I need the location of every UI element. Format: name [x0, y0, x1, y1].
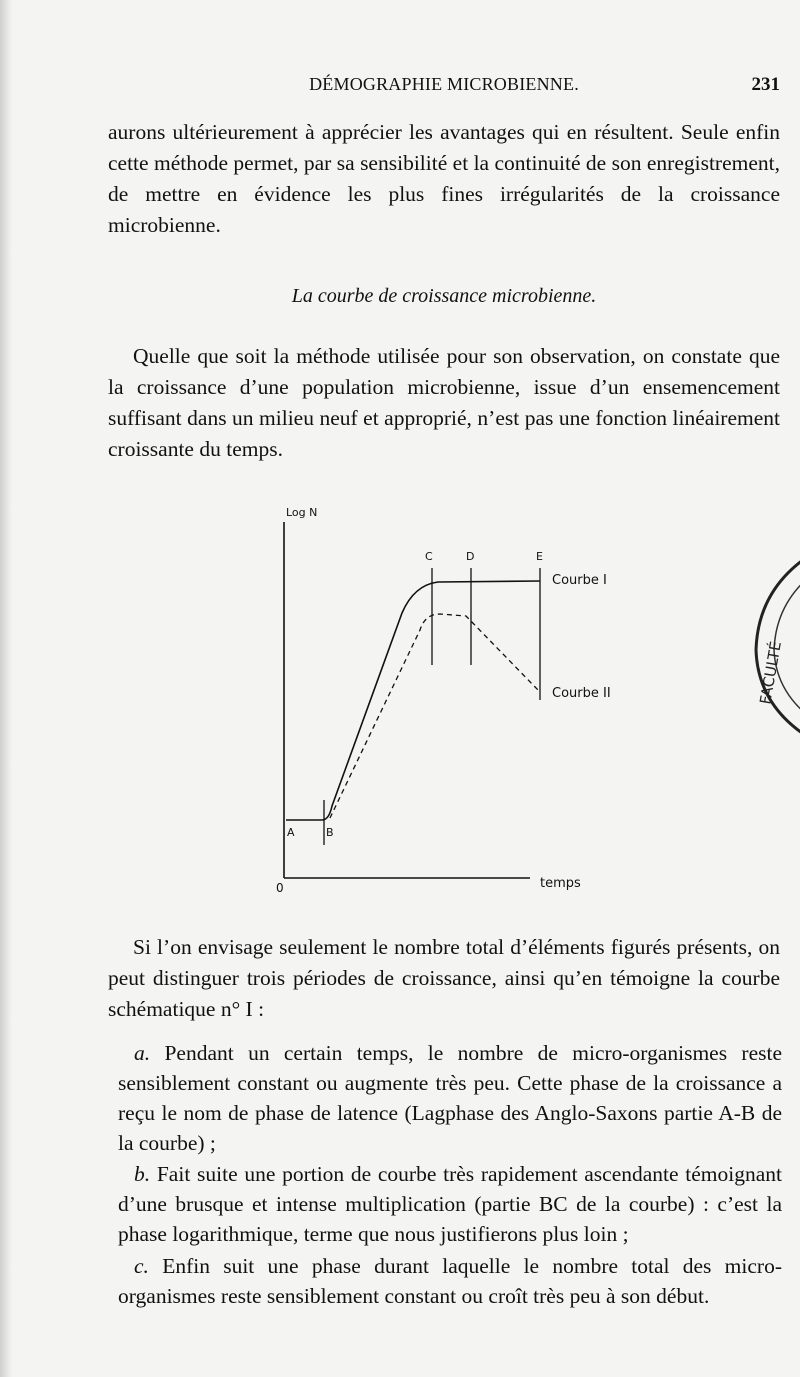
curve-1 [286, 581, 540, 820]
paragraph-intro: Quelle que soit la méthode utilisée pour son observation, on constate que la croissance d’une population microbienne, issue d’un ensemencement suffisant dans un milieu neuf et approprié, n’est pas une fonction linéairement croissante du temps. [108, 344, 780, 461]
x-axis-label: temps [540, 876, 581, 891]
curve-2-label: Courbe II [552, 686, 611, 701]
curve-2 [330, 614, 538, 818]
list-item-a [118, 1038, 782, 1158]
list-item-b-text: Fait suite une portion de courbe très rapidement ascendante témoignant d’une brusque et intense multiplication (partie BC de la courbe) : c’est la phase logarithmique, terme que nous justifierons plus loin ; [118, 1162, 783, 1246]
paragraph-periods: Si l’on envisage seulement le nombre total d’éléments figurés présents, on peut distinguer trois périodes de croissance, ainsi qu’en témoigne la courbe schématique n° I : [108, 935, 780, 1021]
page-number: 231 [751, 74, 780, 95]
library-stamp [748, 545, 800, 745]
section-title: La courbe de croissance microbienne. [291, 285, 597, 307]
list-item-c-text: Enfin suit une phase durant laquelle le nombre total des micro-organismes reste sensiblement constant ou croît très peu à son début. [118, 1254, 782, 1308]
list-item-a-text: Pendant un certain temps, le nombre de micro-organismes reste sensiblement constant ou augmente très peu. Cette phase de la croissance a reçu le nom de phase de latence (Lagphase des Anglo-Saxons partie A-B de la courbe) ; [118, 1041, 783, 1155]
running-head-title: DÉMOGRAPHIE MICROBIENNE. [309, 74, 579, 94]
list-item-c-label: c. [134, 1254, 149, 1278]
label-a: A [287, 826, 295, 839]
list-item-c [118, 1251, 782, 1311]
label-e: E [536, 550, 543, 563]
list-item-b-label: b. [134, 1162, 151, 1186]
origin-label: 0 [276, 881, 284, 895]
running-head [108, 74, 780, 104]
paragraph-continuation: aurons ultérieurement à apprécier les avantages qui en résultent. Seule enfin cette méthode permet, par sa sensibilité et la continuité de son enregistrement, de mettre en évidence les plus fines irrégularités de la croissance microbienne. [108, 120, 780, 237]
curve-1-label: Courbe I [552, 573, 607, 588]
label-b: B [326, 826, 334, 839]
growth-curve-svg [0, 490, 800, 910]
growth-curve-figure [0, 490, 800, 910]
svg-text:FACULTÉ: FACULTÉ [756, 639, 785, 706]
label-d: D [466, 550, 475, 563]
list-item-b [118, 1159, 782, 1249]
y-axis-label: Log N [286, 506, 318, 519]
list-item-a-label: a. [134, 1041, 151, 1065]
label-c: C [425, 550, 433, 563]
